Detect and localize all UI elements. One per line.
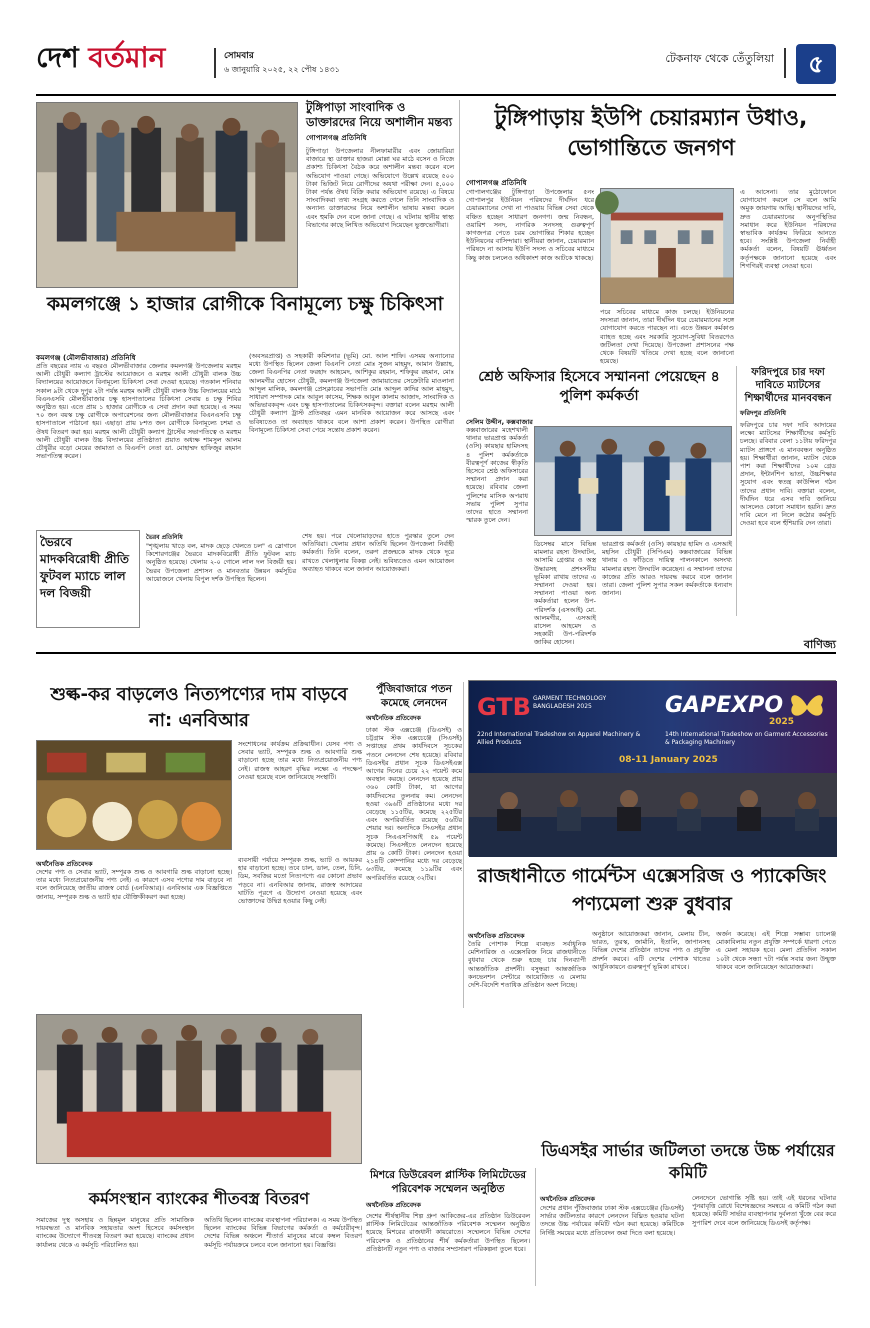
section-rule (36, 652, 836, 654)
expo-banner (469, 681, 837, 773)
tungipara-byline: গোপালগঞ্জ প্রতিনিধি (466, 178, 527, 187)
expo-col1: তৈরি পোশাক শিল্পে ব্যবহৃত সর্বাধুনিক মেশিনারিজ ও এক্সেসরিজ নিয়ে রাজধানীতে বুধবার থেকে শুরু হচ্ছে চার দিনব্যাপী আন্তর্জাতিক প্রদর্শনী। বসুন্ধরা আন্তর্জাতিক কনভেনশন সেন্টারে আয়োজিত এ মেলায় দেশি-বিদেশি শতাধিক প্রতিষ্ঠান অংশ নিচ্ছে। (468, 940, 586, 990)
column-divider (736, 366, 737, 616)
masthead-day: সোমবার (224, 51, 254, 61)
faridpur-byline: ফরিদপুর প্রতিনিধি (740, 409, 786, 417)
police-headline: শ্রেষ্ঠ অফিসার হিসেবে সম্মাননা পেয়েছেন ৪ পুলিশ কর্মকর্তা (478, 369, 720, 404)
mishor-byline: অর্থনৈতিক প্রতিবেদক (366, 1201, 421, 1209)
tungipara-col3: এ আসেনা। তার মুঠোফোনে যোগাযোগ করলে সে বলে আমি অমুক জায়গায় আছি। স্থানীয়দের দাবি, দ্রুত চেয়ারম্যানের অনুপস্থিতির সমাধান করে ইউনিয়ন পরিষদের স্বাভাবিক কার্যক্রম ফিরিয়ে আনতে হবে। সংশ্লিষ্ট উপজেলা নির্বাহী কর্মকর্তা বলেন, বিষয়টি ঊর্ধ্বতন কর্তৃপক্ষকে জানানো হয়েছে এবং শিগগিরই ব্যবস্থা নেওয়া হবে। (740, 188, 836, 270)
football-box (36, 530, 140, 628)
stock-body: ঢাকা স্টক এক্সচেঞ্জ (ডিএসই) ও চট্টগ্রাম স্টক এক্সচেঞ্জে (সিএসই) সপ্তাহের প্রথম কার্যদিবসে সূচকের পতনে লেনদেন শেষ হয়েছে। রবিবার ডিএসইর প্রধান সূচক ডিএসইএক্স আগের দিনের চেয়ে ২২ পয়েন্ট কমে অবস্থান করছে। লেনদেন হয়েছে প্রায় ৩৬০ কোটি টাকা, যা আগের কার্যদিবসের তুলনায় কম। লেনদেন হওয়া ৩৯৬টি প্রতিষ্ঠানের মধ্যে দর বেড়েছে ১১৫টির, কমেছে ২২৫টির এবং অপরিবর্তিত রয়েছে ৫৬টির শেয়ার দর। অন্যদিকে সিএসইর প্রধান সূচক সিএএসপিআই ৫৯ পয়েন্ট কমেছে। সিএসইতে লেনদেন হয়েছে প্রায় ৬ কোটি টাকা। লেনদেন হওয়া ২১৪টি কোম্পানির মধ্যে দর বেড়েছে ৬৩টির, কমেছে ১১৯টির এবং অপরিবর্তিত রয়েছে ৩২টির। (366, 726, 462, 882)
expo-tag-right: 14th International Tradeshow on Garment Accessories & Packaging Machinery (665, 731, 828, 746)
faridpur-story (740, 366, 836, 616)
police-byline: সেলিম উদ্দীন, কক্সবাজার (466, 418, 533, 426)
masthead-section: টেকনাফ থেকে তেঁতুলিয়া (665, 52, 774, 65)
expo-byline: অর্থনৈতিক প্রতিবেদক (468, 932, 525, 940)
police-award-photo (534, 426, 732, 536)
eye-headline: কমলগঞ্জে ১ হাজার রোগীকে বিনামূল্যে চক্ষু চিকিৎসা (46, 293, 444, 315)
expo-photo (468, 680, 836, 856)
expo-stage (469, 773, 837, 857)
police-col2: ডিসেম্বর মাসে বিভিন্ন মামলার রহস্য উদঘাটন, আসামি গ্রেপ্তার ও অস্ত্র উদ্ধারসহ প্রশংসনীয় ভূমিকা রাখায় তাদের এ সম্মাননা দেওয়া হয়। সম্মাননা পাওয়া অন্য কর্মকর্তারা হলেন উপ-পরিদর্শক (এসআই) মো. আলমগীর, এসআই রাসেল আহমেদ ও সহকারী উপ-পরিদর্শক জাকির হোসেন। (534, 540, 596, 647)
column-divider (463, 682, 464, 1008)
masthead-separator-right (784, 48, 786, 78)
remark-headline: টুঙ্গিপাড়া সাংবাদিক ও ডাক্তারদের নিয়ে অশালীন মন্তব্য (306, 100, 453, 129)
football-col1: "শৃঙ্খলায় খাড়ে বল, মাদক ছেড়ে খেলতে চল" এ স্লোগানে কিশোরগঞ্জের ভৈরবে মাদকবিরোধী প্রীতি ফুটবল ম্যাচ অনুষ্ঠিত হয়েছে। খেলায় ২-০ গোলে লাল দল বিজয়ী হয়। ভৈরব উপজেলা প্রশাসন ও মানবতার উন্নয়ন কর্মসূচির আয়োজনে খেলায় বিপুল দর্শক উপস্থিত ছিলেন। (146, 542, 296, 583)
football-col2: শেষ হয়। পরে খেলোয়াড়দের হাতে পুরস্কার তুলে দেন অতিথিরা। খেলায় প্রধান অতিথি ছিলেন উপজেলা নির্বাহী কর্মকর্তা। তিনি বলেন, তরুণ প্রজন্মকে মাদক থেকে দূরে রাখতে খেলাধুলার বিকল্প নেই। ভবিষ্যতেও এমন আয়োজন অব্যাহত থাকবে বলে জানান আয়োজকরা। (302, 532, 454, 573)
nbr-byline: অর্থনৈতিক প্রতিবেদক (36, 860, 93, 868)
expo-col2: অনুষ্ঠানে আয়োজকরা জানান, মেলায় চীন, ভারত, তুরস্ক, জার্মানি, ইতালি, জাপানসহ বিভিন্ন দেশের প্রতিষ্ঠান তাদের পণ্য ও প্রযুক্তি প্রদর্শন করবে। এটি দেশের পোশাক খাতের আধুনিকায়নে গুরুত্বপূর্ণ ভূমিকা রাখবে। (592, 930, 710, 971)
faridpur-headline: ফরিদপুরে চার দফা দাবিতে ম্যাটসের শিক্ষার্থীদের মানববন্ধন (744, 367, 832, 404)
dse-col1: দেশের প্রধান পুঁজিবাজার ঢাকা স্টক এক্সচেঞ্জের (ডিএসই) সার্ভার জটিলতার কারণে লেনদেন বিঘ্নিত হওয়ার ঘটনা তদন্তে উচ্চ পর্যায়ের কমিটি গঠন করা হয়েছে। কমিটিকে নির্দিষ্ট সময়ের মধ্যে প্রতিবেদন জমা দিতে বলা হয়েছে। (540, 1204, 684, 1237)
masthead (36, 28, 836, 90)
remark-body: টুঙ্গিপাড়া উপজেলার নীলফামারীর এবং জোয়ারিয়া বাজারে স্থ্য ডাক্তার হাজরা মোল্লা ঘর মাঠে বসেন ও নিজে প্রকাশ্য চিকিৎসা বৈঠক করে অশালীন মন্তব্য করেন বলে অভিযোগ পাওয়া গেছে। অভিযোগে উল্লেখ রয়েছে ৫০০ টাকা ভিজিট নিয়ে রোগীদের অযথা পরীক্ষা দেন। ৫,০০০ টাকা পর্যন্ত ঔষধ বিক্রি করার অভিযোগ রয়েছে। এ বিষয়ে সাংবাদিকরা তথ্য সংগ্রহ করতে গেলে তিনি সাংবাদিক ও অন্যান্য ডাক্তারদের নিয়ে অশালীন ভাষায় মন্তব্য করেন এবং হুমকি দেন বলে জানা গেছে। এ ঘটনায় স্থানীয় স্বাস্থ্য বিভাগের কাছে লিখিত অভিযোগ দিয়েছেন ভুক্তভোগীরা। (306, 147, 454, 229)
logo-part1: দেশ (36, 41, 79, 74)
mishor-body: দেশের শীর্ষস্থানীয় শিল্প গ্রুপ আকিজের-এর প্রতিষ্ঠান ডিউরেবল প্লাস্টিক লিমিটেডের আন্তর্জাতিক পরিবেশক সম্মেলন অনুষ্ঠিত হয়েছে মিশরের রাজধানী কায়রোতে। সম্মেলনে বিভিন্ন দেশের পরিবেশক ও প্রতিষ্ঠানের শীর্ষ কর্মকর্তারা উপস্থিত ছিলেন। প্রতিষ্ঠানটি নতুন পণ্য ও বাজার সম্প্রসারণ পরিকল্পনা তুলে ধরে। (366, 1212, 530, 1253)
police-col1: কক্সবাজারের মহেশখালী থানার ভারপ্রাপ্ত কর্মকর্তা (ওসি) কায়ছার হামিদসহ ৪ পুলিশ কর্মকর্তাকে বীরত্বপূর্ণ কাজের স্বীকৃতি হিসেবে শ্রেষ্ঠ অফিসারের সম্মাননা প্রদান করা হয়েছে। রবিবার জেলা পুলিশের মাসিক অপরাধ সভায় পুলিশ সুপার তাদের হাতে সম্মাননা স্মারক তুলে দেন। (466, 426, 528, 525)
faridpur-body: ফরিদপুরে চার দফা দাবি আদায়ের লক্ষ্যে ম্যাটসের শিক্ষার্থীদের কর্মসূচি চলছে। রবিবার বেলা ১১টায় ফরিদপুর ম্যাটস প্রাঙ্গণে এ মানববন্ধন অনুষ্ঠিত হয়। শিক্ষার্থীরা জানান, ম্যাটস থেকে পাশ করা শিক্ষার্থীদের ১০ম গ্রেড প্রদান, ইন্টার্নশিপ ভাতা, উচ্চশিক্ষার সুযোগ এবং স্বতন্ত্র কাউন্সিল গঠন তাদের প্রধান দাবি। বক্তারা বলেন, দীর্ঘদিন ধরে এসব দাবি জানিয়ে আসলেও কোনো সমাধান হয়নি। দ্রুত দাবি মেনে না নিলে কঠোর কর্মসূচি দেওয়া হবে বলে হুঁশিয়ারি দেন তারা। (740, 421, 836, 528)
masthead-logo (36, 42, 165, 74)
expo-logo-right: GAPEXPO (665, 693, 784, 718)
union-office-photo (600, 188, 734, 304)
section-banner: বাণিজ্য (803, 638, 836, 651)
eye-byline: কমলগঞ্জ (মৌলভীবাজার) প্রতিনিধি (36, 354, 136, 362)
tungipara-col1: গোপালগঞ্জের টুঙ্গিপাড়া উপজেলার ৫নং গোপালপুর ইউনিয়ন পরিষদের দীর্ঘদিন ধরে চেয়ারম্যানের দেখা না পাওয়ায় বিভিন্ন সেবা থেকে বঞ্চিত হচ্ছেন সাধারণ জনগণ। জন্ম নিবন্ধন, ওয়ারিশ সনদ, নাগরিক সনদসহ গুরুত্বপূর্ণ কাগজপত্র পেতে চরম ভোগান্তির শিকার হচ্ছেন ইউনিয়নের বাসিন্দারা। স্থানীয়রা জানান, চেয়ারম্যান পরিষদে না আসায় ইউপি সদস্য ও সচিবের মাধ্যমে কিছু কাজ চললেও অধিকাংশ কাজ আটকে থাকছে। (466, 188, 595, 262)
nbr-col3: ব্যবসায়ী পর্যায়ে সম্পূরক শুল্ক, ভ্যাট ও আয়কর হার বাড়ানো হচ্ছে। তবে চাল, ডাল, তেল, চিনি, ডিম, সবজির মতো নিত্যপণ্যে এর কোনো প্রভাব পড়বে না। এনবিআর জানায়, রাজস্ব আদায়ের ঘাটতি পূরণে এ উদ্যোগ নেওয়া হয়েছে এবং ভোক্তাদের উদ্বিগ্ন হওয়ার কিছু নেই। (238, 856, 362, 906)
eye-camp-photo (36, 102, 298, 288)
masthead-rule (36, 94, 836, 96)
tungipara-col2: পরে সচিবের মাধ্যমে কাজ চলছে। ইউনিয়নের সদস্যরা জানান, তারা দীর্ঘদিন ধরে চেয়ারম্যানের সঙ্গে যোগাযোগ করতে পারছেন না। এতে উন্নয়ন কর্মকাণ্ড ব্যাহত হচ্ছে এবং সরকারি সুযোগ-সুবিধা বিতরণেও জটিলতা দেখা দিয়েছে। উপজেলা প্রশাসনের পক্ষ থেকে বিষয়টি খতিয়ে দেখা হচ্ছে বলে জানানো হয়েছে। (600, 308, 734, 366)
eye-col1: প্রতি বছরের ন্যায় এ বছরও মৌলভীবাজার জেলার কমলগঞ্জ উপজেলায় মরহুম আলী চৌধুরী কল্যাণ ট্রাস্টের আয়োজনে ও মরহুম আলী চৌধুরী বালক উচ্চ বিদ্যালয়ের আয়োজনে বিনামূল্যে চিকিৎসা সেবা দেওয়া হয়েছে। গতকাল শনিবার সকাল ৯টা থেকে দুপুর ২টা পর্যন্ত মরহুম আলী চৌধুরী বালক উচ্চ বিদ্যালয়ের মাঠে বিএনএসবি মৌলভীবাজার চক্ষু হাসপাতালের চিকিৎসা সেবায় ৪ চক্ষু শিবির অনুষ্ঠিত হয়। এতে প্রায় ১ হাজার রোগীকে এ সেবা প্রদান করা হয়েছে। এ সময় ৭০ জন বয়স্ক চক্ষু রোগীকে অপারেশনের জন্য মৌলভীবাজার বিএনএসবি চক্ষু হাসপাতালে পাঠানো হয়। এছাড়া প্রায় ৮শত জন রোগীকে বিনামূল্যে চশমা ও ঔষধ বিতরণ করা হয়। মরহুম আলী চৌধুরী কল্যাণ ট্রাস্টের সভাপতিত্বে ও মরহুম আলী চৌধুরী বালক উচ্চ বিদ্যালয়ের প্রতিষ্ঠাতা প্রয়াত অধ্যক্ষ শামসুল আলম চৌধুরীর বড়ো মেয়ের জামাতা ও বিএনপি নেতা ডা. মোহাম্মদ হাফিজুর রহমান সভাপতিত্ব করেন। (36, 362, 241, 461)
page-number-badge (796, 44, 836, 84)
expo-col3: অর্জন করেছে। এই শিল্পে সম্ভাব্য চ্যালেঞ্জ মোকাবিলায় নতুন প্রযুক্তি সম্পর্কে ধারণা পেতে এ মেলা সহায়ক হবে। মেলা প্রতিদিন সকাল ১০টা থেকে সন্ধ্যা ৭টা পর্যন্ত সবার জন্য উন্মুক্ত থাকবে বলে জানিয়েছেন আয়োজকরা। (716, 930, 836, 971)
remark-story (306, 100, 454, 298)
winter-col1: সমাজের দুস্থ অসহায় ও ছিন্নমূল মানুষের প্রতি সামাজিক দায়বদ্ধতা ও মানবিক সহায়তার অংশ হিসেবে কর্মসংস্থান ব্যাংকের উদ্যোগে শীতবস্ত্র বিতরণ করা হয়েছে। ব্যাংকের প্রধান কার্যালয় থেকে এ কর্মসূচি পরিচালিত হয়। (36, 1216, 194, 1249)
masthead-date: ৬ জানুয়ারি ২০২৫, ২২ পৌষ ১৪৩১ (224, 65, 340, 74)
remark-byline: গোপালগঞ্জ প্রতিনিধি (306, 133, 367, 142)
dse-byline: অর্থনৈতিক প্রতিবেদক (540, 1195, 595, 1203)
nbr-headline: শুল্ক-কর বাড়লেও নিত্যপণ্যের দাম বাড়বে না: এনবিআর (50, 684, 348, 731)
grocery-photo (36, 740, 232, 850)
winter-headline: কর্মসংস্থান ব্যাংকের শীতবস্ত্র বিতরণ (88, 1189, 310, 1208)
mishor-headline: মিশরে ডিউরেবল প্লাস্টিক লিমিটেডের পরিবেশক সম্মেলন অনুষ্ঠিত (370, 1169, 526, 1195)
dse-headline: ডিএসইর সার্ভার জটিলতা তদন্তে উচ্চ পর্যায়ের কমিটি (541, 1141, 835, 1182)
expo-headline: রাজধানীতে গার্মেন্টস এক্সেসরিজ ও প্যাকেজিং পণ্যমেলা শুরু বুধবার (477, 865, 827, 915)
butterfly-icon (787, 689, 827, 723)
nbr-col2: সংশোধনের কার্যক্রম প্রক্রিয়াধীন। যেসব পণ্য ও সেবার ভ্যাট, সম্পূরক শুল্ক ও আবগারি শুল্ক বাড়ানো হচ্ছে তার মধ্যে নিত্যপ্রয়োজনীয় পণ্য নেই। রাজস্ব আহরণ বৃদ্ধির লক্ষ্যে এ পদক্ষেপ নেওয়া হয়েছে বলে জানিয়েছে সংস্থাটি। (238, 740, 362, 781)
police-col3: ভারপ্রাপ্ত কর্মকর্তা (ওসি) কায়ছার হামিদ ও এসআই মহসিন চৌধুরী (সিপিএম) কক্সবাজারের বিভিন্ন থানায় ও ফাঁড়িতে দায়িত্ব পালনকালে অসংখ্য মামলার রহস্য উদঘাটন করেছেন। এ সম্মাননা তাদের কাজের প্রতি আরও দায়বদ্ধ করবে বলে জানান তারা। জেলা পুলিশ সুপার সকল কর্মকর্তাকে ধন্যবাদ জানান। (602, 540, 732, 598)
dse-col2: লেনদেনে ভোগান্তি সৃষ্টি হয়। তাই এই ধরনের ঘটনার পুনরাবৃত্তি রোধে বিশেষজ্ঞদের সমন্বয়ে এ কমিটি গঠন করা হয়েছে। কমিটি সার্ভার ব্যবস্থাপনার দুর্বলতা খুঁজে বের করে সুপারিশ দেবে বলে জানিয়েছে ডিএসই কর্তৃপক্ষ। (692, 1194, 836, 1227)
expo-dates: 08-11 January 2025 (619, 755, 718, 765)
tungipara-headline: টুঙ্গিপাড়ায় ইউপি চেয়ারম্যান উধাও, ভোগান্তিতে জনগণ (494, 106, 808, 161)
winter-distribution-photo (36, 1014, 362, 1164)
stock-headline: পুঁজিবাজারে পতন কমেছে লেনদেন (376, 683, 452, 709)
winter-col2: অতিথি ছিলেন ব্যাংকের ব্যবস্থাপনা পরিচালক। এ সময় উপস্থিত ছিলেন ব্যাংকের বিভিন্ন বিভাগের কর্মকর্তা ও কর্মচারীবৃন্দ। দেশের বিভিন্ন অঞ্চলে শীতার্ত মানুষের মাঝে কম্বল বিতরণ কর্মসূচি পর্যায়ক্রমে চলবে বলে জানানো হয়। বিজ্ঞপ্তি। (204, 1216, 362, 1249)
column-divider (535, 1168, 536, 1286)
football-byline: ভৈরব প্রতিনিধি (146, 534, 183, 541)
expo-logo-left: GTB (477, 693, 531, 721)
expo-logo-left-sub: GARMENT TECHNOLOGY BANGLADESH 2025 (533, 695, 607, 710)
eye-col2: (অবসরপ্রাপ্ত) ও সহকারী কমিশনার (ভূমি) মো. আল শাফি। এসময় অন্যান্যের মধ্যে উপস্থিত ছিলেন জেলা বিএনপি নেতা মোঃ সুজন মাহমুদ, আমান উল্ল্যাহ, জেলা বিএনপির নেতা ফরহাদ আহমেদ, আশিকুর রহমান, শফিকুর রহমান, মোঃ আলমগীর হোসেন চৌধুরী, কমলগঞ্জ উপজেলা জামায়াতের সেক্রেটারি মাওলানা আব্দুল মালিক, কমলগঞ্জ প্রেসক্লাবের সভাপতি মোঃ আব্দুল কাদির আল মাহমুদ, সাধারণ সম্পাদক মোঃ আবুল কাসেম, শিক্ষক আবুল কালাম আজাদ, সাংবাদিক ও অভিভাবকবৃন্দ এবং চক্ষু হাসপাতালের চিকিৎসকবৃন্দ। বক্তারা বলেন মরহুম আলী চৌধুরী কল্যাণ ট্রাস্ট প্রতিবছর এমন মানবিক আয়োজন করে আসছে এবং ভবিষ্যতেও তা অব্যাহত থাকবে বলে আশা প্রকাশ করেন। উপস্থিত রোগীরা বিনামূল্যে চিকিৎসা সেবা পেয়ে সন্তোষ প্রকাশ করেন। (249, 352, 454, 434)
football-headline: ভৈরবে মাদকবিরোধী প্রীতি ফুটবল ম্যাচে লাল দল বিজয়ী (40, 535, 130, 600)
expo-logo-right-year: 2025 (769, 717, 795, 727)
column-divider (459, 100, 460, 412)
logo-part2: বর্তমান (88, 41, 166, 74)
page-number: ৫ (808, 50, 824, 78)
stock-story (366, 682, 462, 1008)
expo-tag-left: 22nd International Tradeshow on Apparel Machinery & Allied Products (477, 731, 641, 746)
nbr-col1: দেশের পণ্য ও সেবার ভ্যাট, সম্পূরক শুল্ক ও আবগারি শুল্ক বাড়ানো হচ্ছে। তার মধ্যে নিত্যপ্রয়োজনীয় পণ্য নেই। এ কারণে এসব পণ্যের দাম বাড়বে না বলে জানিয়েছে জাতীয় রাজস্ব বোর্ড (এনবিআর)। এনবিআর এক বিজ্ঞপ্তিতে জানায়, সম্পূরক শুল্ক ও ভ্যাট হার যৌক্তিকীকরণ করা হচ্ছে। (36, 868, 232, 901)
stock-byline: অর্থনৈতিক প্রতিবেদক (366, 714, 421, 722)
masthead-separator (214, 48, 216, 78)
